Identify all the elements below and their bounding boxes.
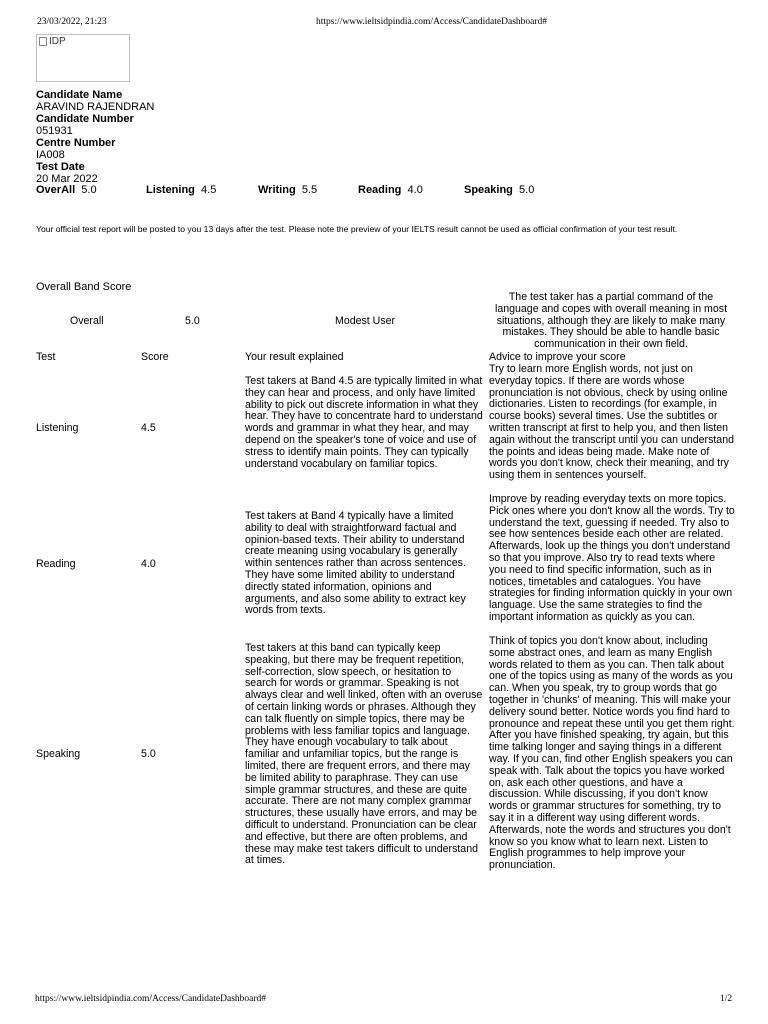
- row-explanation: Test takers at Band 4.5 are typically limited in what they can hear and process, and only have limited ability to pick out discrete information in what they hear. They have to concentrate hard to understand words and grammar in what they hear, and may depend on the speaker's tone of voice and use of stress to identify main points. They can typically understand vocabulary on familiar topics.: [245, 375, 483, 470]
- centre-number: IA008: [36, 149, 65, 161]
- header-score: Score: [141, 351, 169, 363]
- candidate-number: 051931: [36, 125, 73, 137]
- row-explanation: Test takers at this band can typically keep speaking, but there may be frequent repetition, self-correction, slow speech, or hesitation to search for words or grammar. Speaking is not always clear and well linked, often with an overuse of certain linking words or phrases. Although they can talk fluently on simple topics, there may be problems with less familiar topics and language. They have enough vocabulary to talk about familiar and unfamiliar topics, but the range is limited, there are frequent errors, and there may be limited ability to paraphrase. They can use simple grammar structures, and these are quite accurate. There are not many complex grammar structures, these usually have errors, and may be difficult to understand. Pronunciation can be clear and effective, but there are often problems, and these may make test takers difficult to understand at times.: [245, 642, 483, 867]
- centre-number-label: Centre Number: [36, 137, 116, 149]
- summary-label: Reading: [358, 184, 402, 196]
- test-date-label: Test Date: [36, 161, 85, 173]
- summary-label: Writing: [258, 184, 296, 196]
- summary-value: 5.5: [301, 184, 318, 196]
- row-advice: Try to learn more English words, not just on everyday topics. If there are words whose pronunciation is not obvious, check by using online dictionaries. Listen to recordings (for example, in course books) several times. Use the subtitles or written transcript at first to help you, and then listen again without the transcript until you can understand the points and ideas being made. Make note of words you don't know, check their meaning, and try using them in sentences yourself.: [489, 363, 734, 482]
- candidate-name: ARAVIND RAJENDRAN: [36, 101, 155, 113]
- summary-label: OverAll: [36, 184, 76, 196]
- row-advice: Think of topics you don't know about, including some abstract ones, and learn as many English words related to them as you can. Then talk about one of the topics using as many of the words as you can. When you speak, try to group words that go together in 'chunks' of meaning. This will make your delivery sound better. Notice words you find hard to pronounce and repeat these until you get them right. After you have finished speaking, try again, but this time talking longer and saying things in a different way. If you can, find other English speakers you can speak with. Talk about the topics you have worked on, ask each other questions, and have a discussion. While discussing, if you don't know words or grammar structures for something, try to say it in a different way using different words. Afterwards, note the words and structures you don't know so you know what to learn next. Listen to English programmes to help improve your pronunciation.: [489, 635, 735, 872]
- summary-speaking: [464, 184, 534, 196]
- overall-band-title: Overall Band Score: [36, 281, 132, 293]
- summary-value: 5.0: [519, 184, 535, 196]
- print-footer-url: https://www.ieltsidpindia.com/Access/CandidateDashboard#: [35, 994, 267, 1004]
- summary-writing: [258, 184, 317, 196]
- row-test-name: Listening: [36, 422, 79, 434]
- row-score: 4.5: [141, 422, 156, 434]
- header-explained: Your result explained: [245, 351, 344, 363]
- candidate-name-label: Candidate Name: [36, 89, 123, 101]
- print-url: https://www.ieltsidpindia.com/Access/CandidateDashboard#: [316, 17, 548, 27]
- header-advice: Advice to improve your score: [489, 351, 626, 363]
- page-number: 1/2: [720, 994, 733, 1004]
- overall-description: The test taker has a partial command of the language and copes with overall meaning in most situations, although they are likely to make many mistakes. They should be able to handle basic communication in their own field.: [494, 291, 728, 351]
- summary-label: Speaking: [464, 184, 513, 196]
- idp-logo: [36, 34, 130, 82]
- result-notice: Your official test report will be posted to you 13 days after the test. Please note the preview of your IELTS result cannot be used as official confirmation of your test result.: [36, 224, 678, 234]
- print-datetime: 23/03/2022, 21:23: [37, 17, 107, 27]
- summary-listening: [146, 184, 216, 196]
- candidate-number-label: Candidate Number: [36, 113, 134, 125]
- row-advice: Improve by reading everyday texts on more topics. Pick ones where you don't know all the words. Try to understand the text, guessing if needed. Try also to see how sentences beside each other are related. Afterwards, look up the things you don't understand so that you improve. Also try to read texts where you need to find specific information, such as in notices, timetables and catalogues. You have strategies for finding information quickly in your own language. Use the same strategies to find the important information as quickly as you can.: [489, 493, 735, 623]
- overall-label: Overall: [70, 315, 104, 327]
- row-score: 5.0: [141, 748, 156, 760]
- broken-image-icon: [39, 37, 47, 46]
- summary-label: Listening: [146, 184, 195, 196]
- summary-reading: [358, 184, 423, 196]
- summary-value: 4.0: [407, 184, 423, 196]
- overall-level: Modest User: [335, 315, 396, 327]
- summary-value: 4.5: [201, 184, 217, 196]
- overall-score: 5.0: [185, 315, 200, 327]
- test-date: 20 Mar 2022: [36, 173, 98, 185]
- logo-alt-text: IDP: [49, 36, 66, 47]
- summary-value: 5.0: [81, 184, 97, 196]
- header-test: Test: [36, 351, 56, 363]
- row-test-name: Speaking: [36, 748, 81, 760]
- row-score: 4.0: [141, 558, 156, 570]
- summary-overall: [36, 184, 97, 196]
- row-test-name: Reading: [36, 558, 76, 570]
- candidate-info: [36, 89, 154, 185]
- row-explanation: Test takers at Band 4 typically have a limited ability to deal with straightforward factual and opinion-based texts. Their ability to understand create meaning using vocabulary is generally within sentences rather than across sentences. They have some limited ability to understand directly stated information, opinions and arguments, and also some ability to extract key words from texts.: [245, 510, 466, 617]
